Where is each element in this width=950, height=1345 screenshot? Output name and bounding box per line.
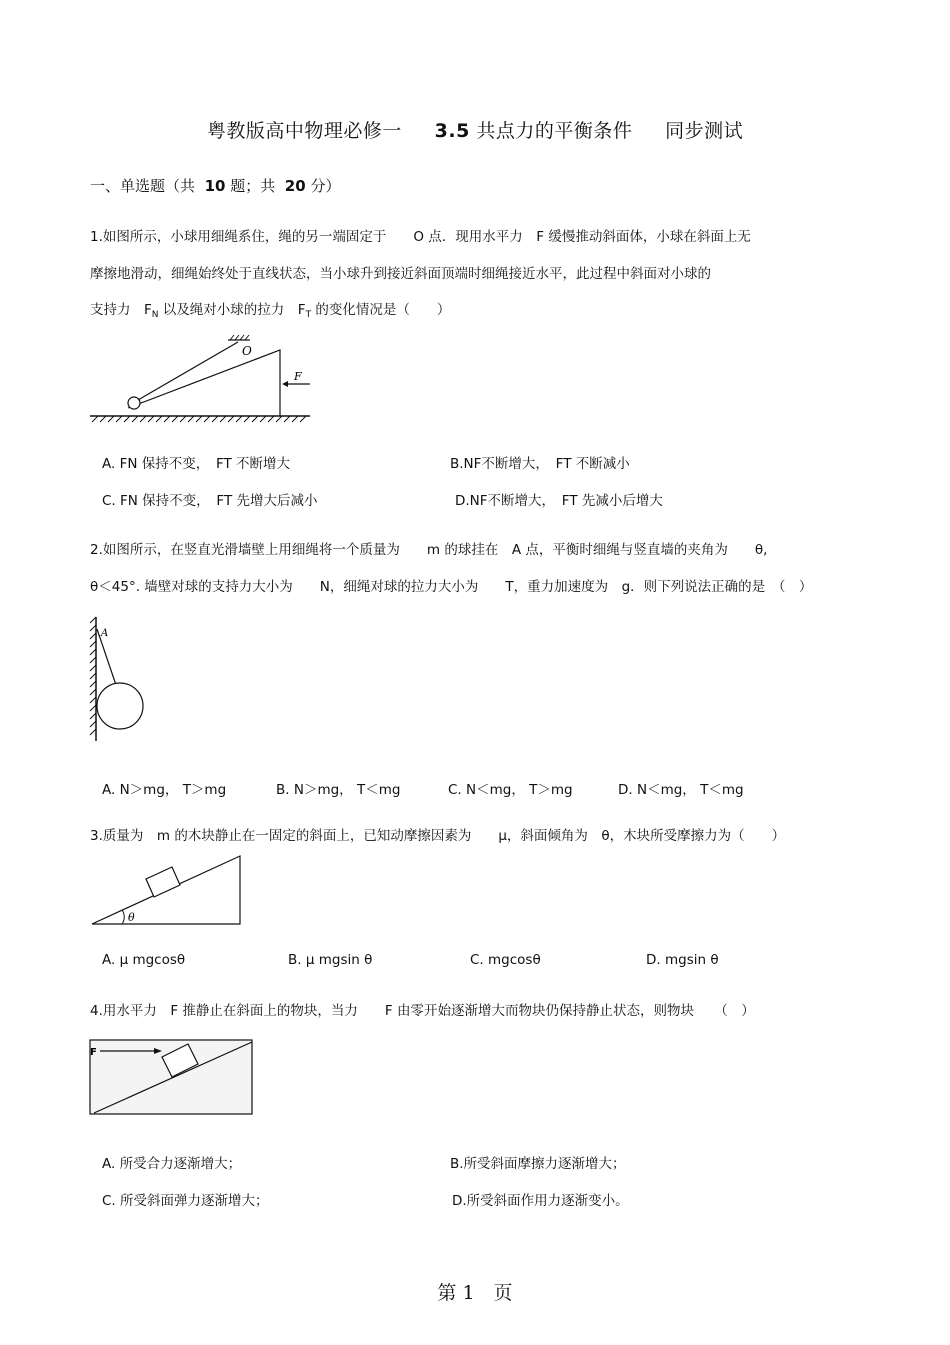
q3-angle-theta-label: θ bbox=[128, 911, 135, 924]
q4-force-F-label: F bbox=[90, 1047, 97, 1058]
q1-option-a[interactable]: A. FN 保持不变， FT 不断增大 bbox=[102, 456, 291, 472]
q1-point-O-label: O bbox=[242, 344, 252, 358]
q1-line3: 支持力 $F_N$ 以及绳对小球的拉力 $F_T$ 的变化情况是（ ） bbox=[90, 302, 451, 320]
page-title: 粤教版高中物理必修一 3.5 共点力的平衡条件 同步测试 bbox=[206, 120, 744, 142]
q4-option-c[interactable]: C. 所受斜面弹力逐渐增大； bbox=[102, 1193, 269, 1209]
q1-option-d[interactable]: D.NF不断增大， FT 先减小后增大 bbox=[455, 493, 663, 509]
q2-point-A-label: A bbox=[101, 628, 109, 639]
q4-option-b[interactable]: B.所受斜面摩擦力逐渐增大； bbox=[450, 1156, 626, 1172]
q4-option-a[interactable]: A. 所受合力逐渐增大； bbox=[102, 1156, 242, 1172]
q2-option-c[interactable]: C. N＜mg， T＞mg bbox=[448, 782, 573, 798]
q2-option-b[interactable]: B. N＞mg， T＜mg bbox=[276, 782, 401, 798]
q3-incline-block-figure bbox=[88, 852, 246, 928]
q4-incline-push-figure bbox=[88, 1036, 256, 1118]
q3-option-a[interactable]: A. μ mgcosθ bbox=[102, 952, 186, 968]
q3-line1: 3.质量为 m 的木块静止在一固定的斜面上，已知动摩擦因素为 μ，斜面倾角为 θ，木块所受摩擦力为（ ） bbox=[90, 828, 786, 844]
q4-option-d[interactable]: D.所受斜面作用力逐渐变小。 bbox=[452, 1193, 629, 1209]
q4-line1: 4.用水平力 F 推静止在斜面上的物块，当力 F 由零开始逐渐增大而物块仍保持静止状态，则物块 （ ） bbox=[90, 1003, 755, 1019]
q1-line2: 摩擦地滑动，细绳始终处于直线状态，当小球升到接近斜面顶端时细绳接近水平，此过程中斜面对小球的 bbox=[90, 266, 711, 282]
section-heading: 一、单选题（共 10 题；共 20 分） bbox=[90, 177, 341, 195]
q1-option-c[interactable]: C. FN 保持不变， FT 先增大后减小 bbox=[102, 493, 318, 509]
q1-force-F-label: F bbox=[294, 370, 302, 383]
q3-option-b[interactable]: B. μ mgsin θ bbox=[288, 952, 373, 968]
q2-option-a[interactable]: A. N＞mg， T＞mg bbox=[102, 782, 227, 798]
q2-option-d[interactable]: D. N＜mg， T＜mg bbox=[618, 782, 744, 798]
q3-option-d[interactable]: D. mgsin θ bbox=[646, 952, 719, 968]
q3-option-c[interactable]: C. mgcosθ bbox=[470, 952, 541, 968]
q2-wall-ball-figure bbox=[88, 615, 150, 745]
q1-line1: 1.如图所示，小球用细绳系住，绳的另一端固定于 O 点．现用水平力 F 缓慢推动斜面体，小球在斜面上无 bbox=[90, 229, 751, 245]
page-number-footer: 第 1 页 bbox=[437, 1282, 513, 1304]
q2-line2: θ＜45°. 墙壁对球的支持力大小为 N，细绳对球的拉力大小为 T，重力加速度为 g．则下列说法正确的是 （ ） bbox=[90, 579, 813, 595]
q1-incline-figure bbox=[88, 332, 318, 428]
q1-option-b[interactable]: B.NF不断增大， FT 不断减小 bbox=[450, 456, 630, 472]
q2-line1: 2.如图所示，在竖直光滑墙壁上用细绳将一个质量为 m 的球挂在 A 点，平衡时细绳与竖直墙的夹角为 θ, bbox=[90, 542, 768, 558]
